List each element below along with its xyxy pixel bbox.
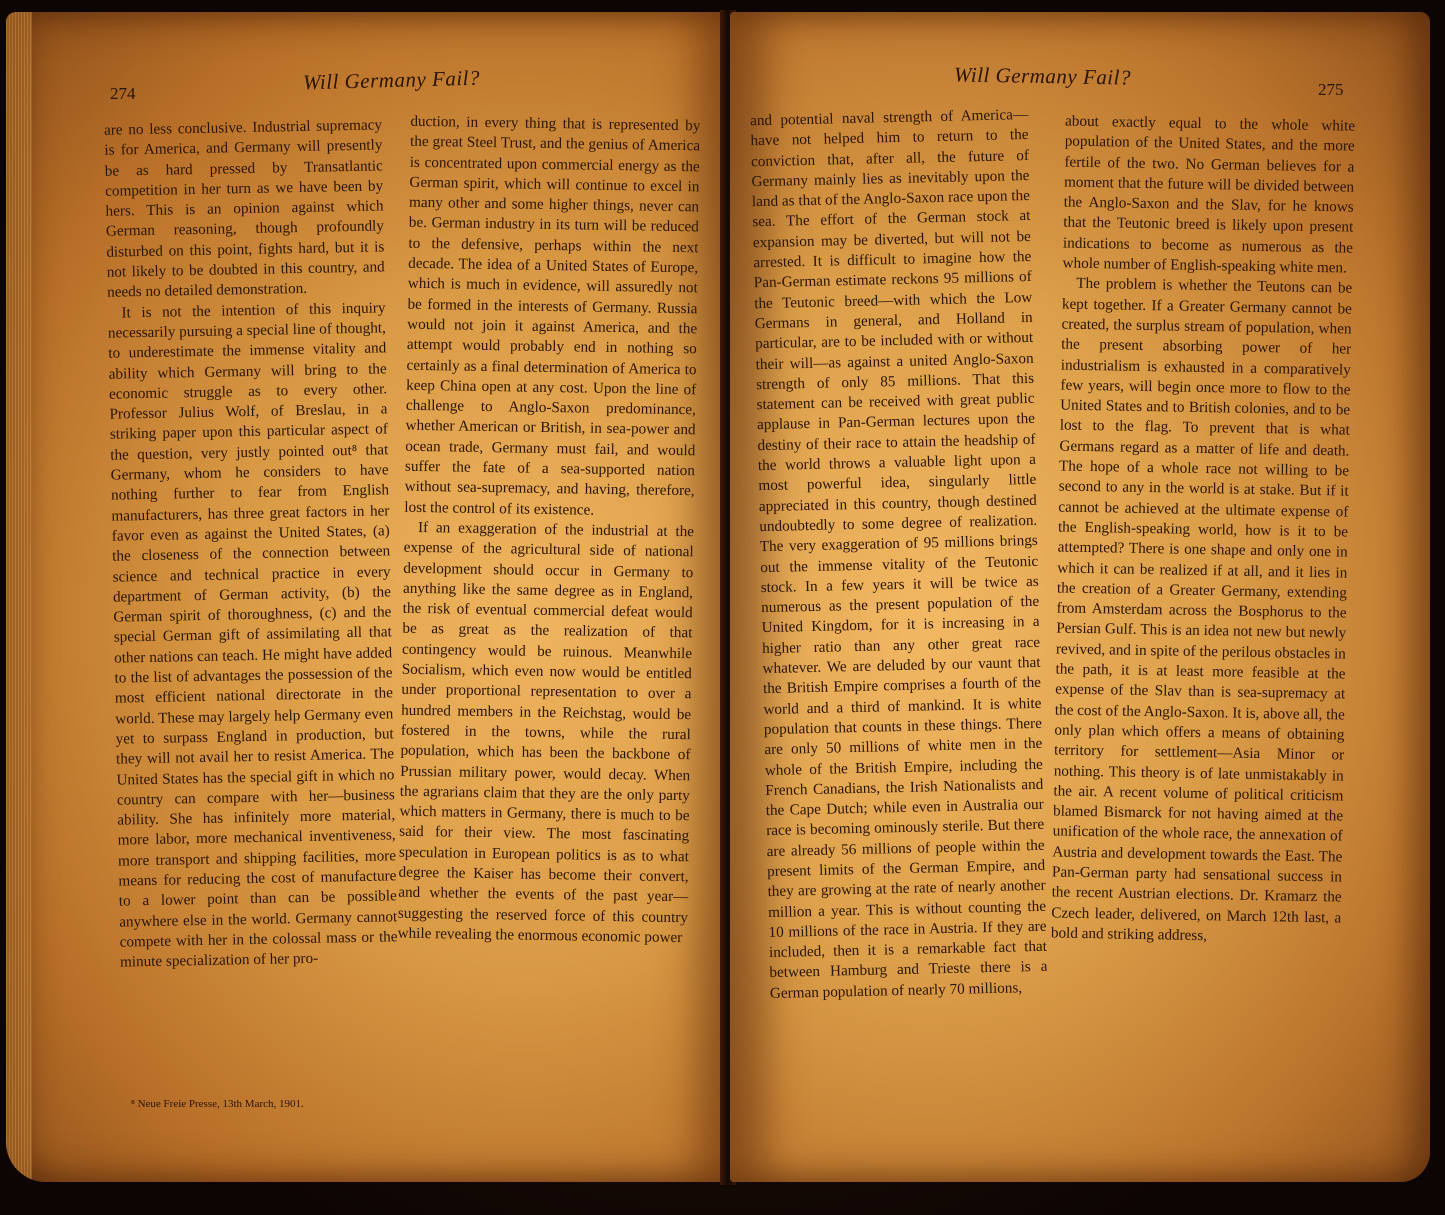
right-column-1 [750,105,1048,1004]
right-column-2 [1051,112,1355,949]
page-edge [6,12,32,1182]
running-head-right: Will Germany Fail? [953,62,1132,90]
page-number-left: 274 [110,84,136,103]
paragraph: It is not the intention of this inquiry necessarily pursuing a special line of thought, to underestimate the immense vitality and ability which Germany will bring to the economic struggle as to every other. Professor Julius Wolf, of Breslau, in a striking paper upon this particular aspect of the question, very justly pointed out⁸ that Germany, whom he considers to have nothing further to fear from English manufacturers, has three great factors in her favor even as against the United States, (a) the closeness of the connection between science and technical practice in every department of German activity, (b) the German spirit of thoroughness, (c) and the special German gift of assimilating all that other nations can teach. He might have added to the list of advantages the possession of the most efficient national directorate in the world. These may largely help Germany even yet to surpass England in production, but they will not avail her to resist America. The United States has the special gift in which no country can compare with her—business ability. She has infinitely more material, more labor, more mechanical inventiveness, more transport and shipping facilities, more means for reducing the cost of manufacture to a lower point than can be possible anywhere else in the world. Germany cannot compete with her in the colossal mass or the minute specialization of her pro- [107,299,398,971]
paragraph: The problem is whether the Teutons can be kept together. If a Greater Germany cannot be created, the surplus stream of population, when the present absorbing power of her industrialism is exhausted in a comparatively few years, will begin once more to flow to the United States and to British colonies, and to be lost to the flag. To prevent that is what Germans regard as a matter of life and death. The hope of a whole race not willing to be second to any in the world is at stake. But if it cannot be achieved at the ultimate expense of the English-speaking world, how is it to be attempted? There is one shape and only one in which it can be realized if at all, and it lies in the creation of a Greater Germany, extending from Amsterdam across the Bosphorus to the Persian Gulf. This is an idea not new but newly revived, and in spite of the perilous obstacles in the path, it is at least more feasible at the expense of the Slav than is sea-supremacy at the cost of the Anglo-Saxon. It is, above all, the only plan which offers a means of obtaining territory for settlement—Asia Minor or nothing. This theory is of late unmistakably in the air. A recent volume of political criticism blamed Bismarck for not having aimed at the unification of the whole race, the annexation of Austria and development towards the East. The Pan-German party had sensational success in the recent Austrian elections. Dr. Kramarz the Czech leader, delivered, on March 12th last, a bold and striking address, [1050,275,1353,945]
paragraph: about exactly equal to the whole white population of the United States, and the more fertile of the two. No German believes for a moment that the future will be divided between the Anglo-Saxon and the Slav, for he knows that the Teutonic breed is likely upon present indications to become as numerous as the whole number of English-speaking white men. [1062,112,1356,277]
page-number-right: 275 [1318,80,1344,99]
paragraph: duction, in every thing that is represented by the great Steel Trust, and the genius of America is concentrated upon commercial energy as the German spirit, which will continue to excel in many other and some higher things, never can be. German industry in its turn will be reduced to the defensive, perhaps within the next decade. The idea of a United States of Europe, which is much in evidence, will assuredly not be formed in the interests of Germany. Russia would not join it against America, and the attempt would probably end in nothing so certainly as a final determination of America to keep China open at any cost. Upon the line of challenge to Anglo-Saxon predominance, whether American or British, in sea-power and ocean trade, Germany must fail, and would suffer the fate of a sea-supported nation without sea-supremacy, and having, therefore, lost the control of its existence. [404,112,701,519]
footnote: ⁸ Neue Freie Presse, 13th March, 1901. [131,1098,304,1110]
paragraph: and potential naval strength of America—have not helped him to return to the conviction that, after all, the future of Germany mainly lies as inevitably upon the land as that of the Anglo-Saxon race upon the sea. The effort of the German stock at expansion may be diverted, but will not be arrested. It is difficult to imagine how the Pan-German estimate reckons 95 millions of the Teutonic breed—with which the Low Germans in general, and Holland in particular, are to be included with or without their will—as against a united Anglo-Saxon strength of only 85 millions. That this statement can be received with great public applause in Pan-German lectures upon the destiny of their race to attain the headship of the world throws a valuable light upon a most powerful idea, singularly little appreciated in this country, though destined undoubtedly to some degree of realization. The very exaggeration of 95 millions brings out the immense vitality of the Teutonic stock. In a few years it will be twice as numerous as the present population of the United Kingdom, for it is increasing in a higher ratio than any other great race whatever. We are deluded by our vaunt that the British Empire comprises a fourth of the world and a third of mankind. It is white population that counts in these things. There are only 50 millions of white men in the whole of the British Empire, including the French Canadians, the Irish Nationalists and the Cape Dutch; while even in Australia our race is becoming ominously sterile. But there are already 56 millions of people within the present limits of the German Empire, and they are growing at the rate of nearly another million a year. This is without counting the 10 millions of the race in Austria. If they are included, then it is a remarkable fact that between Hamburg and Trieste there is a German population of nearly 70 millions, [749,105,1048,1002]
left-page [6,12,728,1182]
left-column-2 [397,112,700,949]
left-column-1 [104,115,398,973]
running-head-left: Will Germany Fail? [302,65,481,95]
right-page [730,12,1430,1182]
paragraph: are no less conclusive. Industrial supremacy is for America, and Germany will presently be as hard pressed by Transatlantic competition in her turn as we have been by hers. This is an opinion against which German reasoning, though profoundly disturbed on this point, fights hard, but it is not likely to be doubted in this country, and needs no detailed demonstration. [103,116,385,302]
paragraph: If an exaggeration of the industrial at the expense of the agricultural side of national development should occur in Germany to anything like the same degree as in England, the risk of eventual commercial defeat would be as great as the realization of that contingency would be ruinous. Meanwhile Socialism, which even now would be entitled under proportional representation to over a hundred members in the Reichstag, would be fostered in the towns, while the rural population, which has been the backbone of Prussian military power, would decay. When the agrarians claim that they are the only party which matters in Germany, there is much to be said for their view. The most fascinating speculation in European politics is as to what degree the Kaiser has become their convert, and whether the events of the past year—suggesting the reserved force of this country while revealing the enormous economic power [397,518,695,947]
